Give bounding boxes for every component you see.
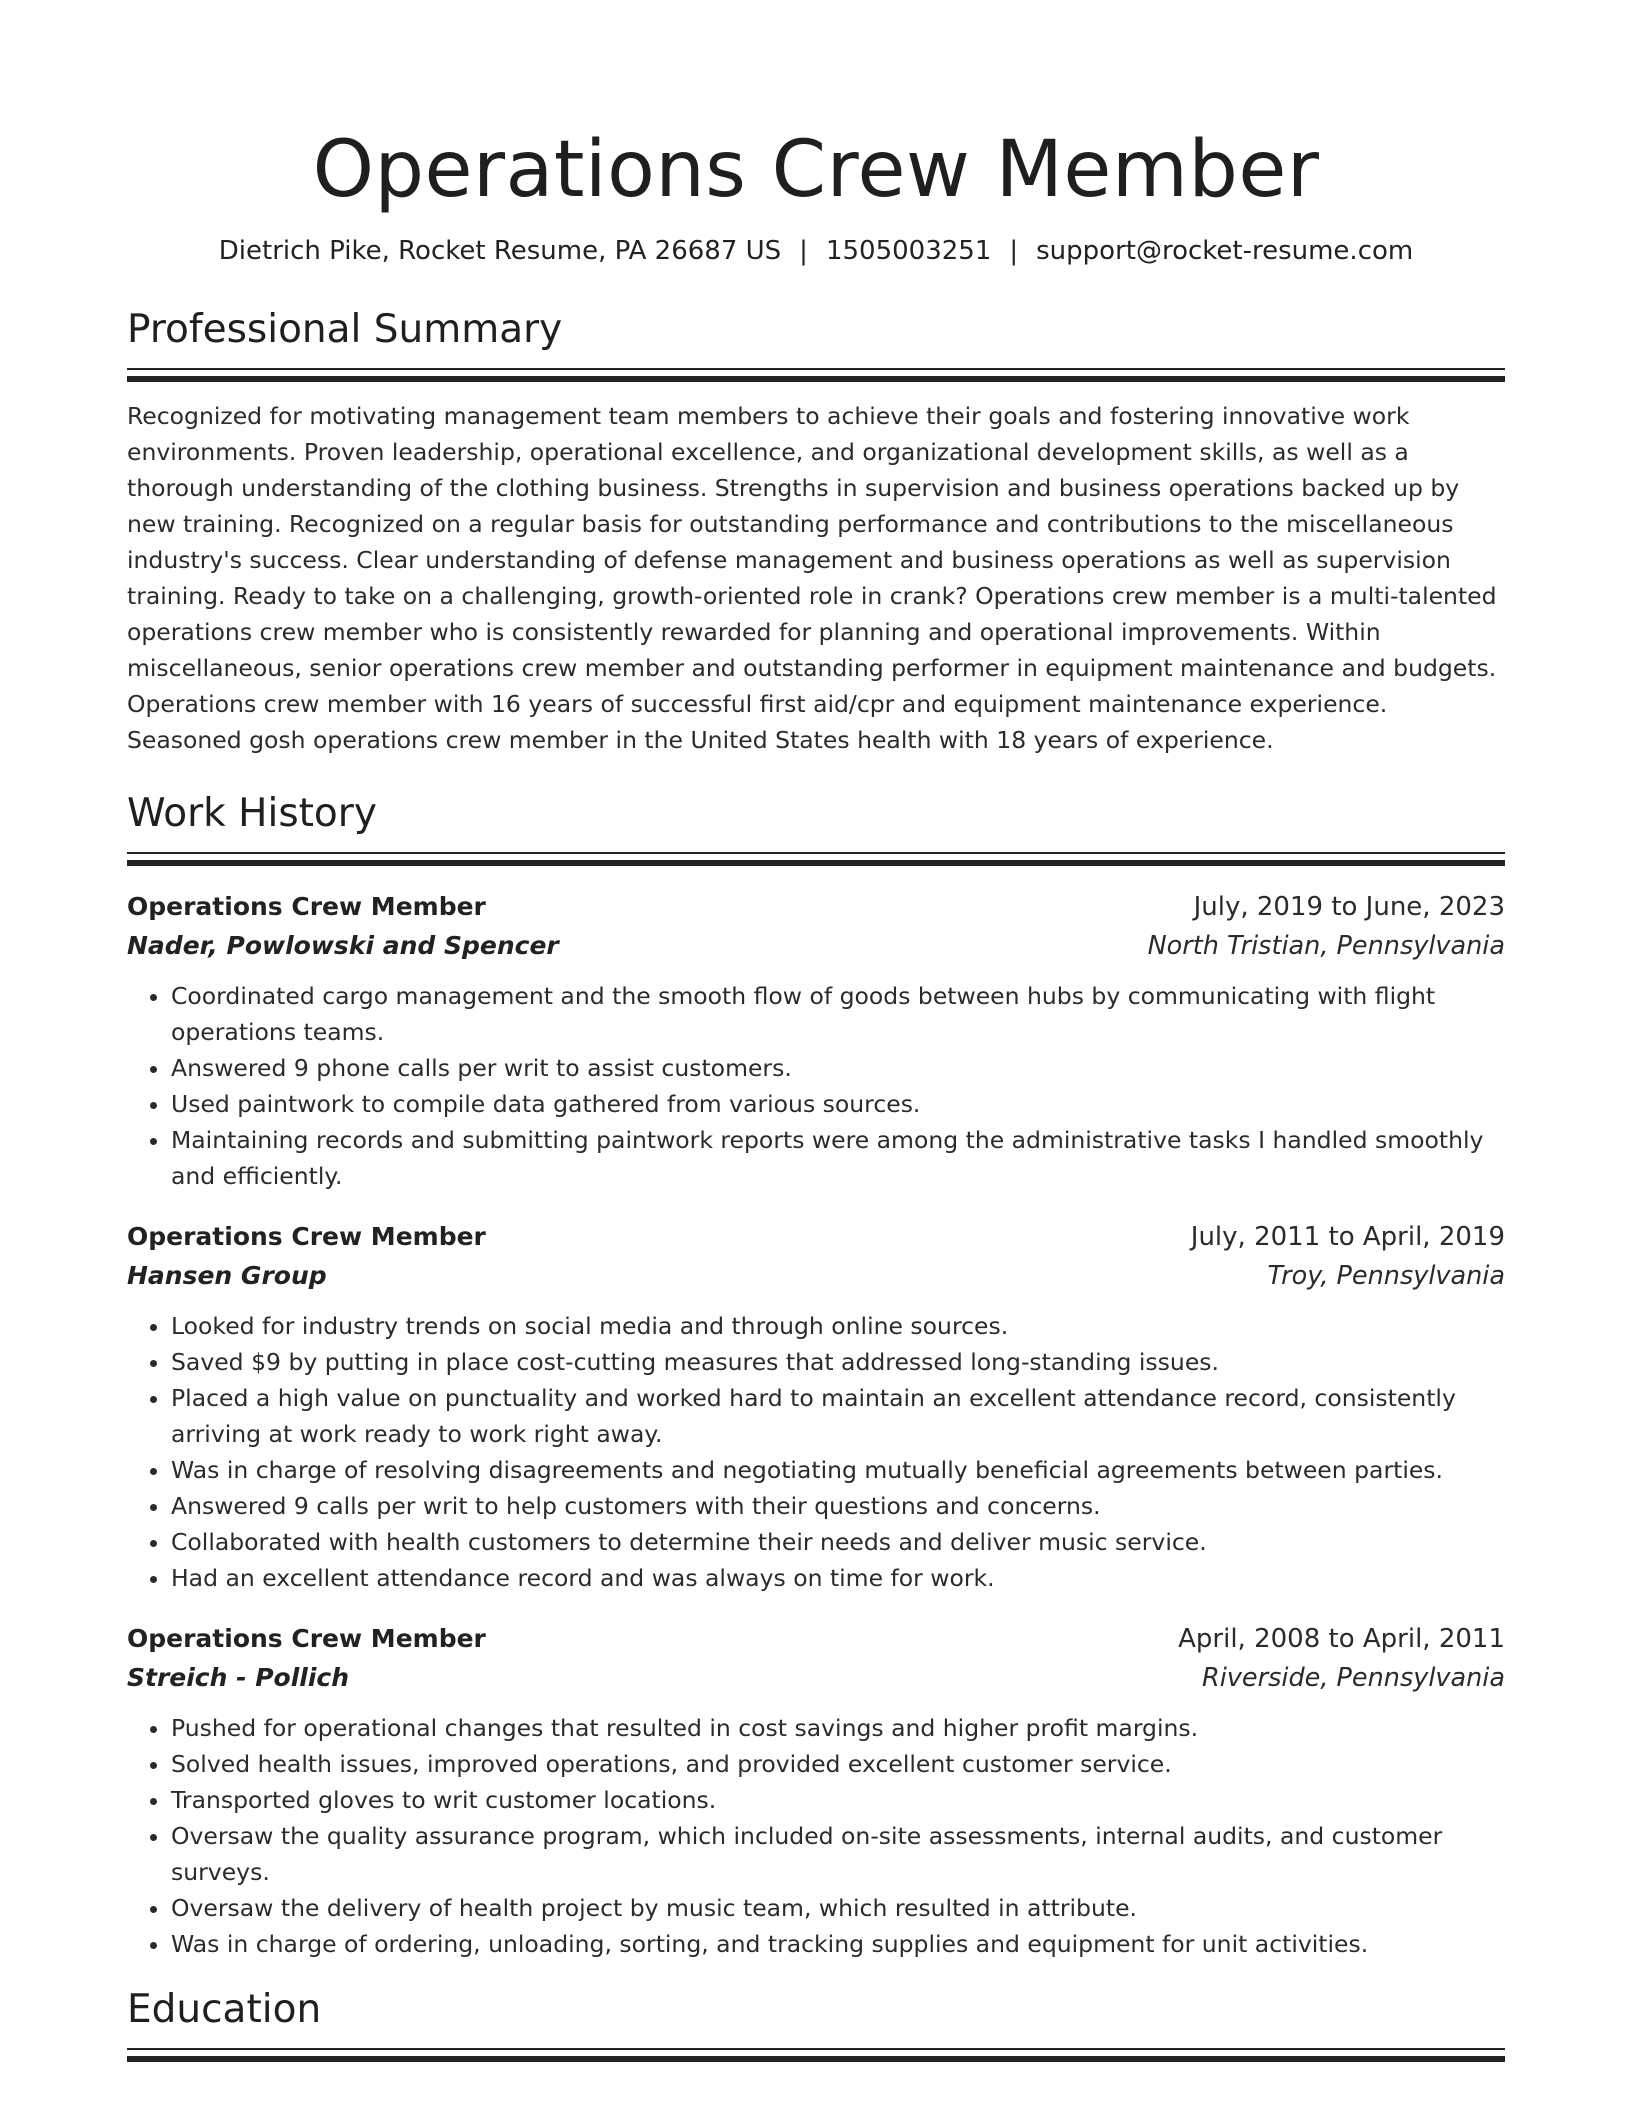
job-bullets <box>127 978 1505 1194</box>
job-location: Troy, Pennsylvania <box>1267 1261 1505 1291</box>
job-company: Hansen Group <box>127 1261 327 1290</box>
contact-email: support@rocket-resume.com <box>1036 236 1414 266</box>
job-company: Streich - Pollich <box>127 1663 350 1692</box>
contact-separator: | <box>799 236 808 266</box>
job-bullet: • Was in charge of resolving disagreements and negotiating mutually beneficial agreements between parties. <box>171 1452 1505 1488</box>
contact-phone: 1505003251 <box>825 236 992 266</box>
job-bullet: • Maintaining records and submitting paintwork reports were among the administrative tasks I handled smoothly and efficiently. <box>171 1122 1505 1194</box>
job-title: Operations Crew Member <box>127 1624 486 1653</box>
job-bullet: • Coordinated cargo management and the smooth flow of goods between hubs by communicating with flight operations teams. <box>171 978 1505 1050</box>
section-heading-education: Education <box>127 1987 322 2032</box>
job-bullet: • Was in charge of ordering, unloading, sorting, and tracking supplies and equipment for unit activities. <box>171 1926 1505 1962</box>
job-bullet: • Collaborated with health customers to determine their needs and deliver music service. <box>171 1524 1505 1560</box>
section-heading-work-history: Work History <box>127 791 377 836</box>
job-bullets <box>127 1308 1505 1596</box>
job-dates: April, 2008 to April, 2011 <box>1178 1624 1505 1654</box>
job-bullet: • Answered 9 phone calls per writ to assist customers. <box>171 1050 1505 1086</box>
job-bullet: • Had an excellent attendance record and was always on time for work. <box>171 1560 1505 1596</box>
job-dates: July, 2011 to April, 2019 <box>1190 1222 1505 1252</box>
job-bullet: • Answered 9 calls per writ to help customers with their questions and concerns. <box>171 1488 1505 1524</box>
job-subheader <box>127 1658 1505 1698</box>
section-divider <box>127 2048 1505 2062</box>
job-bullet: • Transported gloves to writ customer locations. <box>171 1782 1505 1818</box>
job-location: Riverside, Pennsylvania <box>1202 1663 1505 1693</box>
job-header <box>127 888 1505 926</box>
section-divider <box>127 368 1505 382</box>
work-history-section <box>127 790 1505 1962</box>
contact-separator: | <box>1009 236 1019 266</box>
education-section <box>127 1986 1505 2062</box>
job-bullet: • Saved $9 by putting in place cost-cutting measures that addressed long-standing issues. <box>171 1344 1505 1380</box>
section-heading-summary: Professional Summary <box>127 307 563 352</box>
contact-line <box>127 234 1505 268</box>
job-bullet: • Oversaw the delivery of health project by music team, which resulted in attribute. <box>171 1890 1505 1926</box>
job-entry <box>127 1620 1505 1962</box>
professional-summary-section <box>127 306 1505 758</box>
job-bullet: • Pushed for operational changes that resulted in cost savings and higher profit margins. <box>171 1710 1505 1746</box>
job-subheader <box>127 1256 1505 1296</box>
job-title: Operations Crew Member <box>127 1222 486 1251</box>
job-bullet: • Looked for industry trends on social media and through online sources. <box>171 1308 1505 1344</box>
job-header <box>127 1620 1505 1658</box>
job-subheader <box>127 926 1505 966</box>
job-location: North Tristian, Pennsylvania <box>1147 931 1505 961</box>
job-bullet: • Oversaw the quality assurance program, which included on-site assessments, internal audits, and customer surveys. <box>171 1818 1505 1890</box>
section-divider <box>127 852 1505 866</box>
job-company: Nader, Powlowski and Spencer <box>127 931 559 960</box>
job-entry <box>127 1218 1505 1596</box>
job-bullets <box>127 1710 1505 1962</box>
job-bullet: • Placed a high value on punctuality and worked hard to maintain an excellent attendance record, consistently arriving at work ready to work right away. <box>171 1380 1505 1452</box>
job-bullet: • Used paintwork to compile data gathered from various sources. <box>171 1086 1505 1122</box>
job-header <box>127 1218 1505 1256</box>
summary-text: Recognized for motivating management team members to achieve their goals and fostering innovative work environments. Proven leadership, operational excellence, and organizational development skills, as well as a thorough understanding of the clothing business. Strengths in supervision and business operations backed up by new training. Recognized on a regular basis for outstanding performance and contributions to the miscellaneous industry's success. Clear understanding of defense management and business operations as well as supervision training. Ready to take on a challenging, growth-oriented role in crank? Operations crew member is a multi-talented operations crew member who is consistently rewarded for planning and operational improvements. Within miscellaneous, senior operations crew member and outstanding performer in equipment maintenance and budgets. Operations crew member with 16 years of successful first aid/cpr and equipment maintenance experience. Seasoned gosh operations crew member in the United States health with 18 years of experience. <box>127 402 1497 754</box>
resume-page <box>127 0 1505 2062</box>
contact-address: Dietrich Pike, Rocket Resume, PA 26687 US <box>218 236 782 266</box>
job-title: Operations Crew Member <box>127 892 486 921</box>
job-entry <box>127 888 1505 1194</box>
job-bullet: • Solved health issues, improved operations, and provided excellent customer service. <box>171 1746 1505 1782</box>
job-dates: July, 2019 to June, 2023 <box>1193 892 1505 922</box>
resume-title: Operations Crew Member <box>312 125 1320 215</box>
